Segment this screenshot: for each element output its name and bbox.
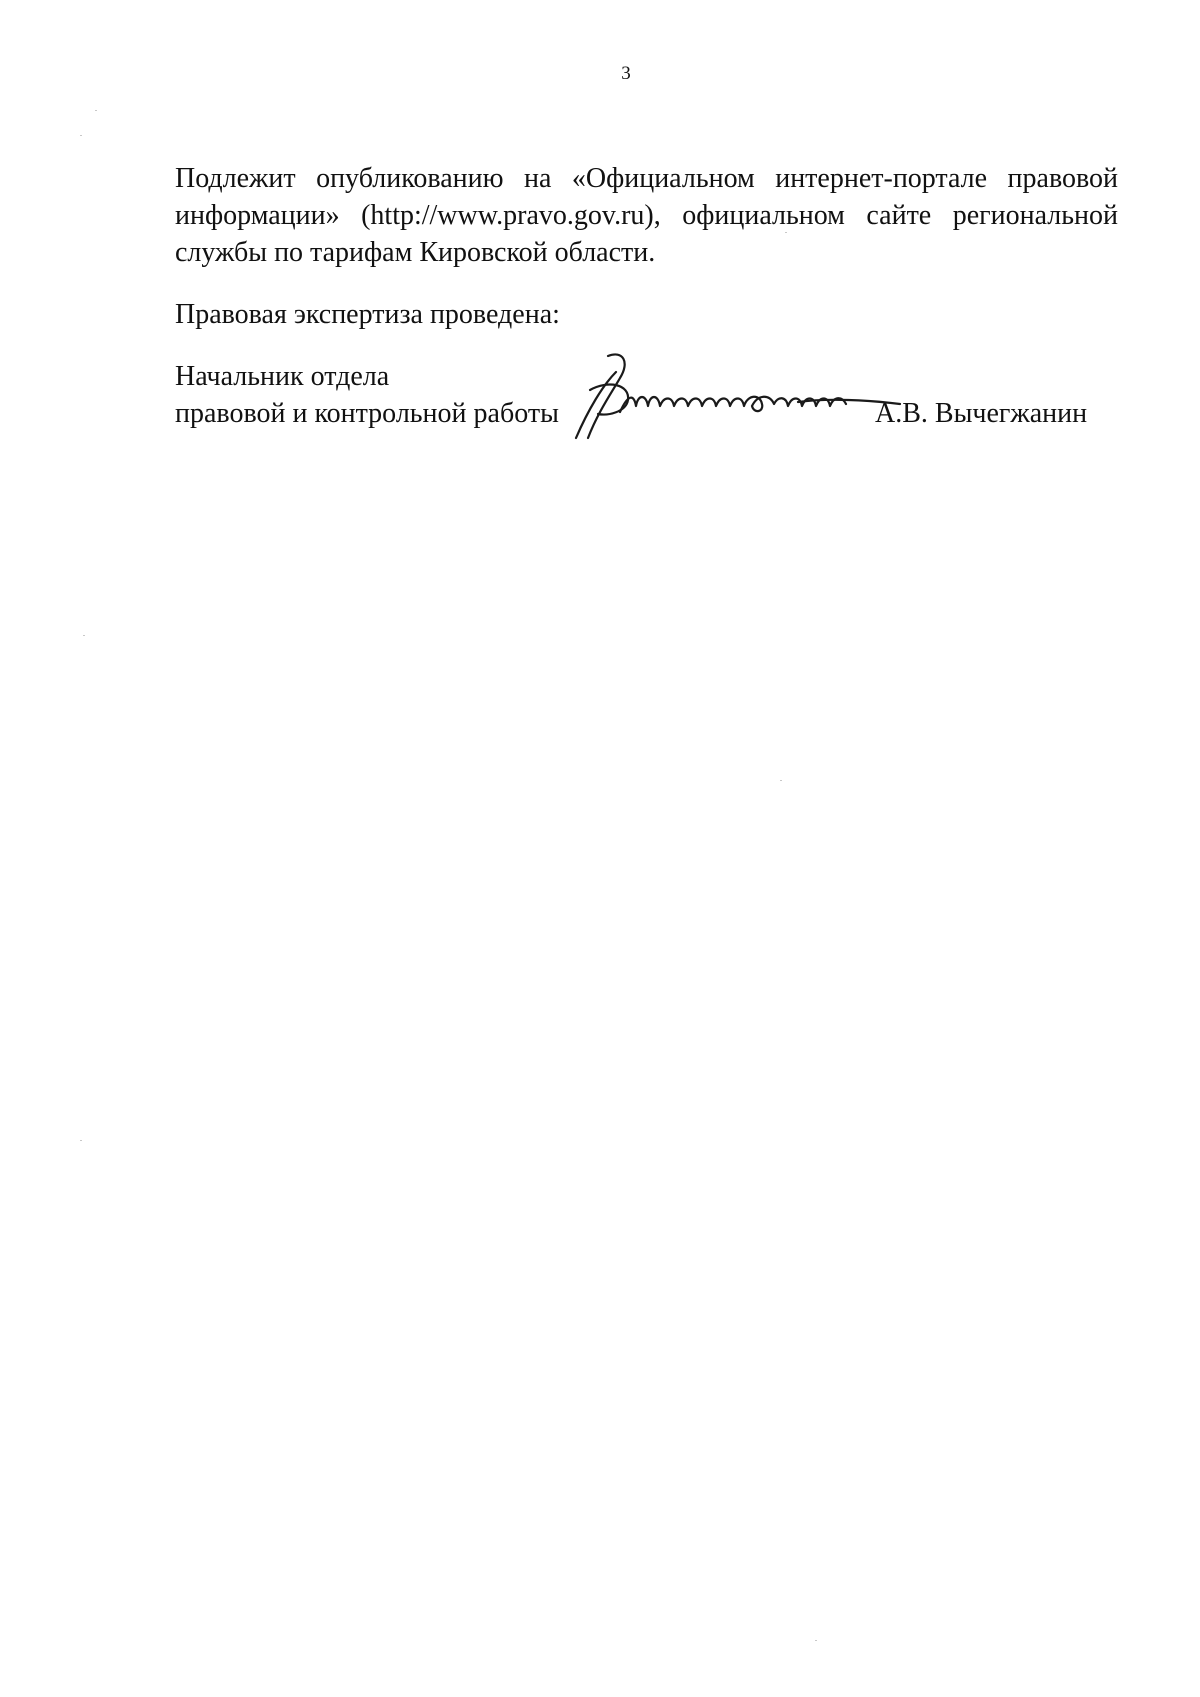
scan-artifact <box>815 1640 817 1641</box>
scan-artifact <box>83 635 85 636</box>
publication-note: Подлежит опубликованию на «Официальном интернет-портале правовой информации» (http://www.pravo.gov.ru), официальном сайте региональной службы по тарифам Кировской области. <box>175 163 1118 268</box>
signature-icon <box>568 350 903 445</box>
scan-artifact <box>80 1140 82 1141</box>
page-number: 3 <box>621 63 631 84</box>
scan-artifact <box>785 232 787 233</box>
signatory-position-line-1: Начальник отдела <box>175 361 390 392</box>
scan-artifact <box>780 780 782 781</box>
signatory-position-line-2: правовой и контрольной работы <box>175 398 559 429</box>
expertise-heading: Правовая экспертиза проведена: <box>175 299 560 330</box>
scan-artifact <box>80 135 82 136</box>
signatory-name: А.В. Вычегжанин <box>875 398 1088 429</box>
scan-artifact <box>95 110 97 111</box>
